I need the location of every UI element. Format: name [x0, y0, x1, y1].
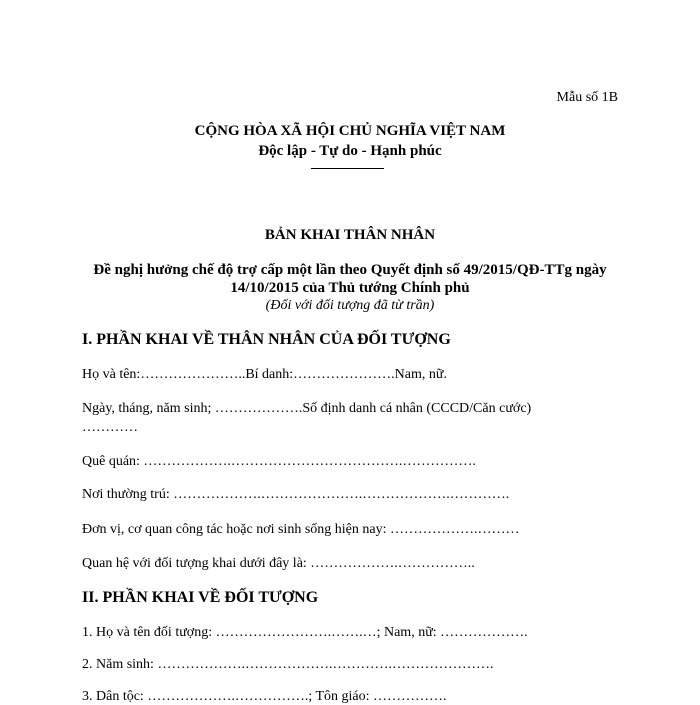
- document-subtitle-line-2: 14/10/2015 của Thủ tướng Chính phủ: [230, 280, 470, 296]
- field-permanent-residence: Nơi thường trú: ……………….………………….……………….………….: [82, 487, 510, 502]
- field-subject-birth-year: 2. Năm sinh: ……………….……………….………….………………….: [82, 657, 494, 672]
- nation-heading: CỘNG HÒA XÃ HỘI CHỦ NGHĨA VIỆT NAM: [194, 123, 506, 139]
- field-full-name-alias-gender: Họ và tên:…………………..Bí danh:………………….Nam, nữ.: [82, 367, 447, 382]
- form-code: Mẫu số 1B: [556, 90, 618, 105]
- motto: Độc lập - Tự do - Hạnh phúc: [258, 143, 442, 159]
- field-relationship: Quan hệ với đối tượng khai dưới đây là: ……………….……………..: [82, 556, 475, 571]
- field-id-number-continuation: …………: [82, 420, 138, 435]
- field-current-workplace: Đơn vị, cơ quan công tác hoặc nơi sinh sống hiện nay: ……………….………: [82, 522, 520, 537]
- field-birth-date-id-number: Ngày, tháng, năm sinh; ……………….Số định danh cá nhân (CCCD/Căn cước): [82, 401, 532, 416]
- document-subtitle-line-1: Đề nghị hưởng chế độ trợ cấp một lần theo Quyết định số 49/2015/QĐ-TTg ngày: [93, 262, 607, 278]
- document-subtitle-note: (Đối với đối tượng đã từ trần): [265, 298, 435, 313]
- section-heading-subject: II. PHẦN KHAI VỀ ĐỐI TƯỢNG: [82, 589, 319, 606]
- section-heading-relative: I. PHẦN KHAI VỀ THÂN NHÂN CỦA ĐỐI TƯỢNG: [82, 331, 451, 348]
- field-subject-name-gender: 1. Họ và tên đối tượng: …………………….…….…; Nam, nữ: ……………….: [82, 625, 528, 640]
- header-underline: [311, 168, 384, 169]
- document-title: BẢN KHAI THÂN NHÂN: [264, 227, 436, 243]
- field-subject-ethnicity-religion: 3. Dân tộc: ……………….…………….; Tôn giáo: …………….: [82, 689, 447, 704]
- field-hometown: Quê quán: ……………….……………………………….…………….: [82, 454, 476, 469]
